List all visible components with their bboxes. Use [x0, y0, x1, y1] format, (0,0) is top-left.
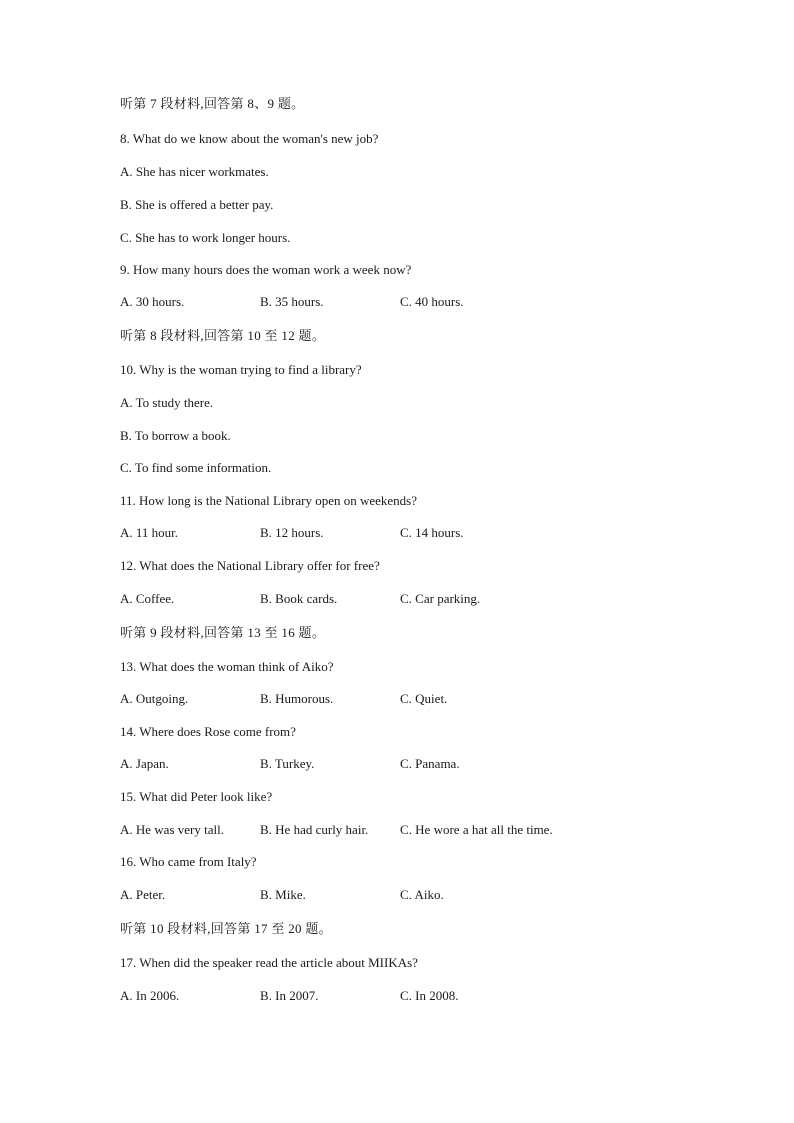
question-text: 15. What did Peter look like? — [120, 789, 273, 804]
option-b: B. Humorous. — [260, 691, 334, 706]
option-a: A. Japan. — [120, 756, 169, 771]
option-c: C. Aiko. — [400, 887, 444, 902]
section-instruction: 听第 9 段材料,回答第 13 至 16 题。 — [120, 625, 326, 640]
question-text: 17. When did the speaker read the article about MIIKAs? — [120, 955, 418, 970]
section-instruction: 听第 10 段材料,回答第 17 至 20 题。 — [120, 921, 332, 936]
option-c: C. Panama. — [400, 756, 460, 771]
option-b: B. Mike. — [260, 887, 306, 902]
question-text: 11. How long is the National Library open on weekends? — [120, 493, 418, 508]
option-text: B. She is offered a better pay. — [120, 197, 274, 212]
option-a: A. Coffee. — [120, 591, 175, 606]
option-b: B. Book cards. — [260, 591, 338, 606]
option-b: B. 35 hours. — [260, 294, 324, 309]
section-instruction: 听第 7 段材料,回答第 8、9 题。 — [120, 96, 305, 111]
option-b: B. 12 hours. — [260, 525, 324, 540]
option-text: C. She has to work longer hours. — [120, 230, 291, 245]
option-c: C. 40 hours. — [400, 294, 464, 309]
question-text: 9. How many hours does the woman work a week now? — [120, 262, 412, 277]
option-a: A. In 2006. — [120, 988, 180, 1003]
option-c: C. Quiet. — [400, 691, 448, 706]
section-instruction: 听第 8 段材料,回答第 10 至 12 题。 — [120, 328, 326, 343]
option-a: A. Outgoing. — [120, 691, 189, 706]
option-b: B. He had curly hair. — [260, 822, 369, 837]
question-text: 10. Why is the woman trying to find a library? — [120, 362, 362, 377]
question-text: 13. What does the woman think of Aiko? — [120, 659, 334, 674]
option-c: C. 14 hours. — [400, 525, 464, 540]
option-c: C. In 2008. — [400, 988, 459, 1003]
option-text: A. She has nicer workmates. — [120, 164, 269, 179]
option-text: B. To borrow a book. — [120, 428, 231, 443]
option-b: B. In 2007. — [260, 988, 319, 1003]
option-c: C. Car parking. — [400, 591, 481, 606]
question-text: 14. Where does Rose come from? — [120, 724, 296, 739]
option-a: A. 30 hours. — [120, 294, 185, 309]
option-c: C. He wore a hat all the time. — [400, 822, 553, 837]
option-a: A. 11 hour. — [120, 525, 179, 540]
option-a: A. He was very tall. — [120, 822, 224, 837]
option-text: C. To find some information. — [120, 460, 272, 475]
question-text: 8. What do we know about the woman's new job? — [120, 131, 379, 146]
question-text: 12. What does the National Library offer for free? — [120, 558, 380, 573]
option-text: A. To study there. — [120, 395, 214, 410]
question-text: 16. Who came from Italy? — [120, 854, 257, 869]
option-a: A. Peter. — [120, 887, 166, 902]
option-b: B. Turkey. — [260, 756, 315, 771]
